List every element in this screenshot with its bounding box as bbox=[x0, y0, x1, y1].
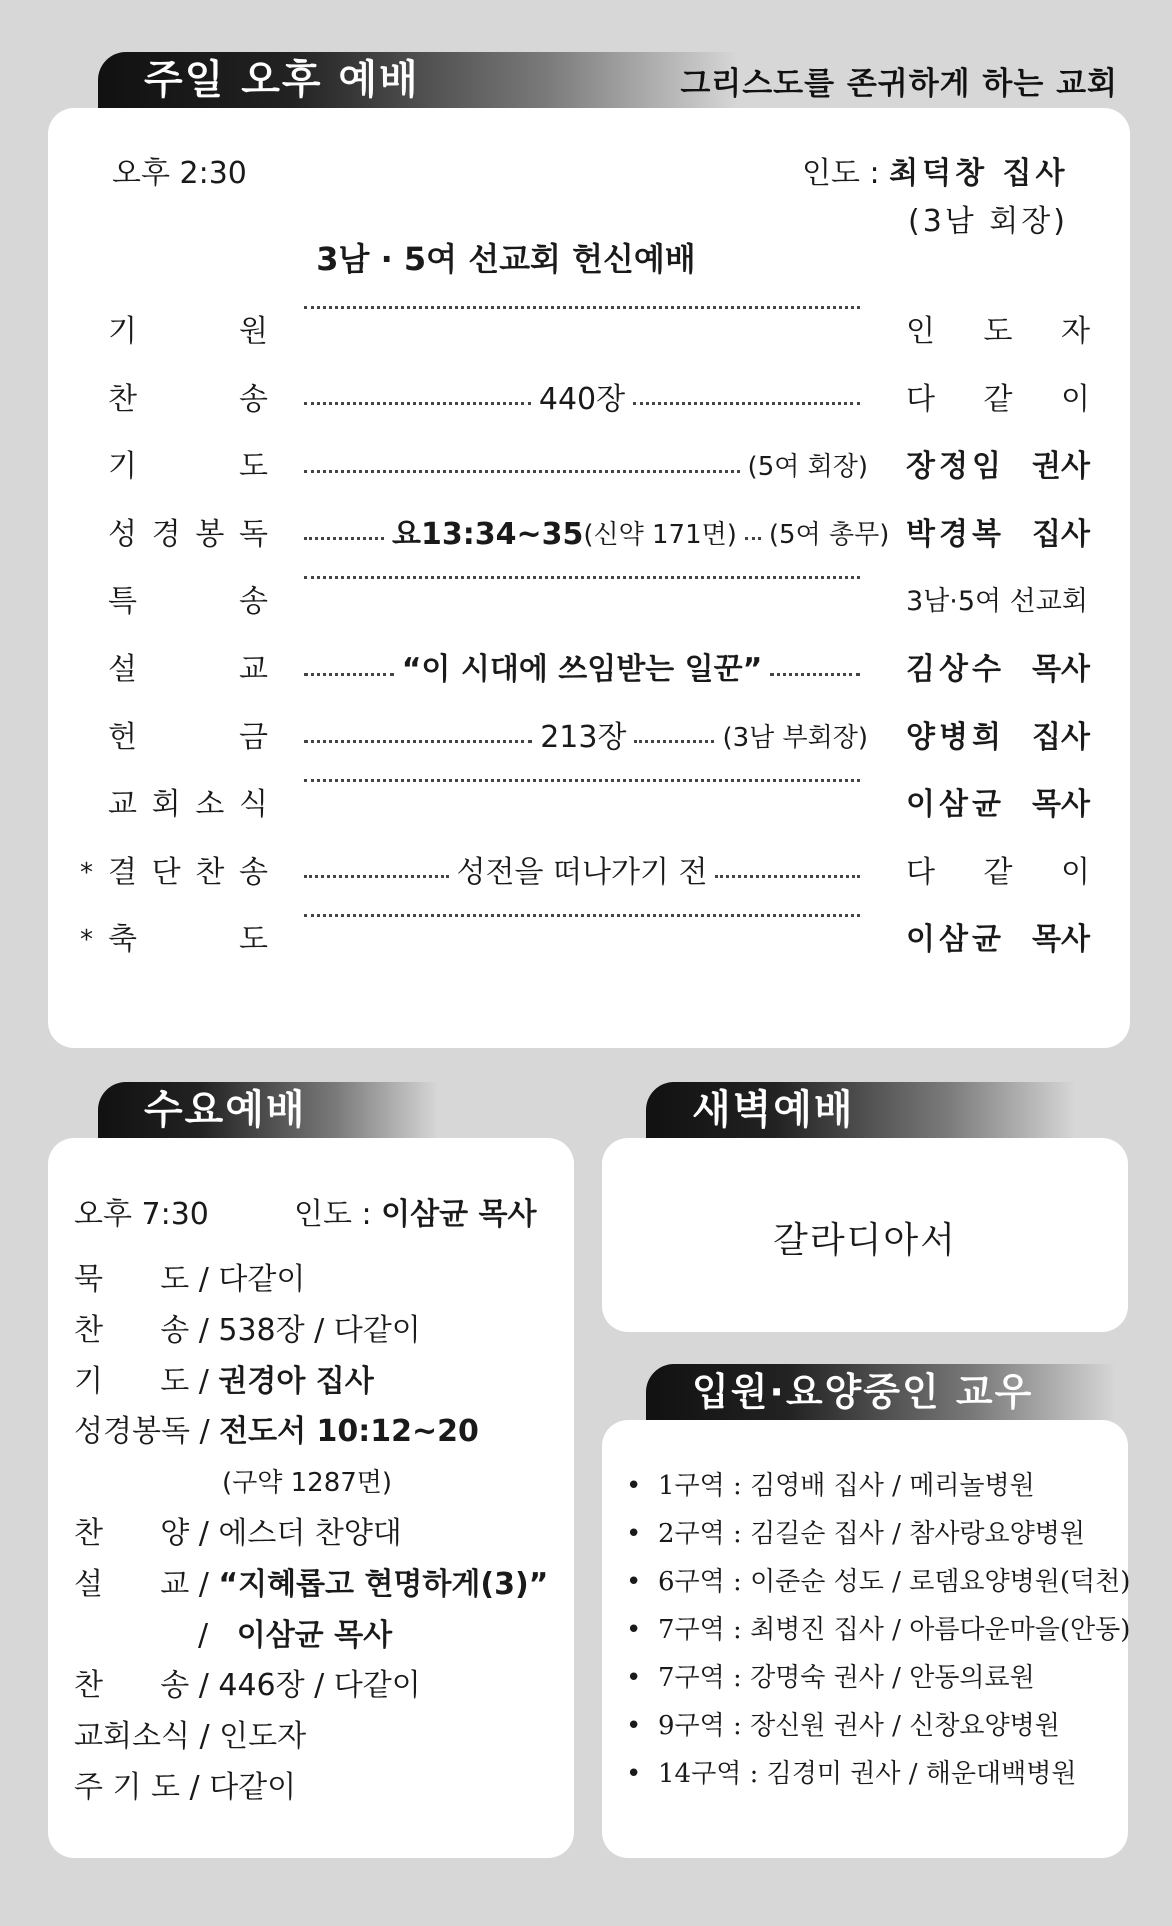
person-part: 집사 bbox=[1032, 719, 1090, 755]
wednesday-line-label: 교회소식 bbox=[74, 1719, 190, 1755]
wednesday-line-label: 기 도 bbox=[74, 1363, 190, 1399]
person-part: 목사 bbox=[1032, 787, 1090, 823]
person-part: 양병희 bbox=[906, 719, 1005, 755]
dot-leader bbox=[296, 775, 868, 778]
bullet-icon: • bbox=[626, 1615, 642, 1645]
separator: / bbox=[189, 1516, 219, 1551]
wednesday-line-label: 찬 송 bbox=[74, 1312, 190, 1348]
worship-row bbox=[0, 843, 1172, 903]
wednesday-line-label: 찬 양 bbox=[74, 1516, 190, 1551]
worship-item-label bbox=[108, 640, 268, 700]
hospital-list-item bbox=[626, 1558, 1130, 1606]
label-char: 원 bbox=[239, 314, 268, 349]
bullet-icon: • bbox=[626, 1663, 642, 1693]
worship-item-person bbox=[906, 370, 1090, 430]
wednesday-line bbox=[222, 1458, 392, 1508]
worship-row bbox=[0, 572, 1172, 632]
label-char: 도 bbox=[239, 449, 268, 485]
label-char: 축 bbox=[108, 922, 137, 958]
hospital-entry: 7구역 : 강명숙 권사 / 안동의료원 bbox=[658, 1663, 1035, 1693]
label-char: 송 bbox=[239, 854, 268, 890]
person-part: 자 bbox=[1061, 314, 1090, 349]
wednesday-section-tab bbox=[98, 1082, 438, 1138]
label-char: 특 bbox=[108, 584, 137, 620]
hospital-entry: 14구역 : 김경미 권사 / 해운대백병원 bbox=[658, 1759, 1077, 1789]
separator: / bbox=[189, 1414, 220, 1450]
wednesday-line bbox=[74, 1255, 305, 1305]
worship-item-content: 440장 bbox=[538, 381, 626, 417]
worship-item-person bbox=[906, 775, 1090, 835]
sunday-leader-name: 최덕창 집사 bbox=[889, 156, 1069, 191]
wednesday-line bbox=[74, 1661, 421, 1711]
wednesday-line-value: 446장 / 다같이 bbox=[218, 1668, 421, 1704]
worship-row bbox=[0, 910, 1172, 970]
wednesday-line-label: 찬 송 bbox=[74, 1668, 190, 1704]
bullet-icon: • bbox=[626, 1759, 642, 1789]
person-part: 김상수 bbox=[906, 652, 1005, 687]
dot-leader bbox=[296, 302, 868, 305]
wednesday-line bbox=[74, 1560, 548, 1610]
hospital-list-item bbox=[626, 1462, 1035, 1510]
label-char: 회 bbox=[151, 787, 181, 823]
hospital-entry: 7구역 : 최병진 집사 / 아름다운마을(안동) bbox=[658, 1615, 1131, 1645]
person-part: 3남·5여 선교회 bbox=[906, 586, 1088, 618]
wednesday-leader-name: 이삼균 목사 bbox=[381, 1197, 537, 1232]
label-char: 소 bbox=[195, 787, 225, 823]
worship-item-content: 213장 bbox=[540, 719, 627, 755]
wednesday-line-value: 권경아 집사 bbox=[218, 1363, 374, 1399]
wednesday-line bbox=[74, 1407, 479, 1457]
sunday-time: 오후 2:30 bbox=[112, 156, 247, 191]
wednesday-line-value: 538장 / 다같이 bbox=[218, 1312, 421, 1348]
wednesday-line-value: 전도서 10:12~20 bbox=[219, 1414, 479, 1450]
wednesday-line-value: 다같이 bbox=[209, 1770, 297, 1805]
separator: / bbox=[189, 1566, 219, 1602]
sunday-service-title: 3남 · 5여 선교회 헌신예배 bbox=[316, 240, 696, 278]
person-part: 인 bbox=[906, 314, 935, 349]
worship-item-person bbox=[906, 505, 1090, 565]
worship-item-note: (5여 회장) bbox=[747, 452, 868, 483]
person-part: 도 bbox=[983, 314, 1013, 349]
dawn-section-tab bbox=[646, 1082, 1076, 1138]
worship-item-note: (3남 부회장) bbox=[722, 722, 868, 753]
hospital-list-item bbox=[626, 1606, 1130, 1654]
person-part: 이삼균 bbox=[906, 787, 1005, 823]
sunday-section-title: 주일 오후 예배 bbox=[144, 57, 420, 103]
worship-item-label bbox=[108, 775, 268, 835]
worship-row bbox=[0, 640, 1172, 700]
label-char: 식 bbox=[239, 787, 268, 823]
bullet-icon: • bbox=[626, 1711, 642, 1741]
separator: / bbox=[198, 1617, 237, 1653]
worship-item-label bbox=[108, 370, 268, 430]
hospital-list-item bbox=[626, 1510, 1085, 1558]
person-part: 같 bbox=[983, 854, 1013, 890]
wednesday-line bbox=[74, 1509, 402, 1559]
wednesday-line-label: 성경봉독 bbox=[74, 1414, 190, 1450]
wednesday-time: 오후 7:30 bbox=[74, 1197, 209, 1232]
separator: / bbox=[189, 1262, 219, 1297]
person-part: 목사 bbox=[1032, 922, 1090, 958]
person-part: 다 bbox=[906, 854, 935, 890]
separator: / bbox=[189, 1719, 220, 1755]
hospital-list-item bbox=[626, 1702, 1060, 1750]
dot-leader bbox=[296, 640, 868, 700]
separator: / bbox=[189, 1668, 219, 1704]
worship-item-label bbox=[108, 437, 268, 497]
label-char: 교 bbox=[239, 652, 268, 687]
wednesday-line bbox=[74, 1712, 306, 1762]
separator: / bbox=[189, 1363, 219, 1399]
separator: / bbox=[189, 1312, 219, 1348]
bullet-icon: • bbox=[626, 1519, 642, 1549]
worship-item-person bbox=[906, 572, 1090, 632]
wednesday-line-value: 다같이 bbox=[218, 1262, 306, 1297]
person-part: 이 bbox=[1061, 381, 1090, 417]
wednesday-line bbox=[198, 1611, 392, 1661]
sunday-leader-prefix: 인도 : bbox=[802, 156, 890, 191]
label-char: 찬 bbox=[108, 381, 137, 417]
person-part: 목사 bbox=[1032, 652, 1090, 687]
worship-item-note: (5여 총무) bbox=[768, 519, 890, 550]
worship-item-content: “이 시대에 쓰임받는 일꾼” bbox=[401, 652, 763, 687]
person-part: 박경복 bbox=[906, 516, 1005, 552]
standing-mark: * bbox=[80, 857, 93, 888]
person-part: 같 bbox=[983, 381, 1013, 417]
label-char: 결 bbox=[108, 854, 137, 890]
wednesday-line-label: 설 교 bbox=[74, 1566, 190, 1602]
worship-row bbox=[0, 437, 1172, 497]
label-char: 헌 bbox=[108, 719, 137, 755]
worship-item-person bbox=[906, 302, 1090, 362]
label-char: 독 bbox=[239, 516, 268, 552]
label-char: 찬 bbox=[195, 854, 225, 890]
worship-item-label bbox=[108, 843, 268, 903]
label-char: 송 bbox=[239, 584, 268, 620]
separator: / bbox=[180, 1770, 210, 1805]
sunday-section-tab bbox=[98, 52, 738, 108]
worship-item-person bbox=[906, 640, 1090, 700]
label-char: 단 bbox=[151, 854, 181, 890]
wednesday-line bbox=[74, 1763, 296, 1813]
hospital-section-title: 입원·요양중인 교우 bbox=[692, 1370, 1034, 1414]
label-char: 기 bbox=[108, 449, 137, 485]
label-char: 도 bbox=[239, 922, 268, 958]
label-char: 설 bbox=[108, 652, 137, 687]
wednesday-line bbox=[74, 1306, 421, 1356]
worship-item-label bbox=[108, 572, 268, 632]
label-char: 봉 bbox=[195, 516, 225, 552]
wednesday-line-value: “지혜롭고 현명하게(3)” bbox=[218, 1566, 549, 1602]
bullet-icon: • bbox=[626, 1567, 642, 1597]
wednesday-line-value: 에스더 찬양대 bbox=[218, 1516, 402, 1551]
worship-row bbox=[0, 505, 1172, 565]
worship-item-page: (신약 171면) bbox=[583, 519, 737, 550]
hospital-entry: 2구역 : 김길순 집사 / 참사랑요양병원 bbox=[658, 1519, 1086, 1549]
worship-row bbox=[0, 370, 1172, 430]
wednesday-line bbox=[74, 1357, 374, 1407]
hospital-entry: 6구역 : 이준순 성도 / 로뎀요양병원(덕천) bbox=[658, 1567, 1131, 1597]
label-char: 금 bbox=[239, 719, 268, 755]
worship-item-label bbox=[108, 708, 268, 768]
label-char: 성 bbox=[108, 516, 137, 552]
hospital-entry: 1구역 : 김영배 집사 / 메리놀병원 bbox=[658, 1471, 1035, 1501]
dot-leader bbox=[296, 572, 868, 575]
worship-item-content: 요13:34~35 bbox=[392, 516, 584, 552]
dot-leader bbox=[296, 437, 868, 497]
person-part: 장정임 bbox=[906, 449, 1005, 485]
wednesday-line-label: 주 기 도 bbox=[74, 1770, 181, 1805]
wednesday-section-title: 수요예배 bbox=[144, 1087, 307, 1133]
person-part: 이삼균 bbox=[906, 922, 1005, 958]
worship-item-content: 성전을 떠나가기 전 bbox=[456, 854, 708, 890]
sunday-leader-role: (3남 회장) bbox=[908, 204, 1068, 239]
person-part: 이 bbox=[1061, 854, 1090, 890]
wednesday-line-value: (구약 1287면) bbox=[222, 1468, 393, 1499]
worship-item-person bbox=[906, 843, 1090, 903]
dot-leader bbox=[296, 910, 868, 913]
worship-item-person bbox=[906, 910, 1090, 970]
wednesday-leader-prefix: 인도 : bbox=[293, 1197, 382, 1232]
worship-row bbox=[0, 775, 1172, 835]
worship-row bbox=[0, 302, 1172, 362]
worship-item-label bbox=[108, 910, 268, 970]
hospital-entry: 9구역 : 장신원 권사 / 신창요양병원 bbox=[658, 1711, 1060, 1741]
label-char: 교 bbox=[108, 787, 137, 823]
dot-leader bbox=[296, 708, 868, 768]
hospital-list-item bbox=[626, 1750, 1076, 1798]
wednesday-line-label: 묵 도 bbox=[74, 1262, 190, 1297]
wednesday-line-value: 인도자 bbox=[219, 1719, 307, 1755]
dot-leader bbox=[296, 370, 868, 430]
dawn-scripture: 갈라디아서 bbox=[773, 1220, 957, 1261]
dot-leader bbox=[296, 505, 890, 565]
hospital-list-item bbox=[626, 1654, 1035, 1702]
worship-item-label bbox=[108, 302, 268, 362]
label-char: 기 bbox=[108, 314, 137, 349]
worship-item-person bbox=[906, 708, 1090, 768]
worship-item-person bbox=[906, 437, 1090, 497]
worship-row bbox=[0, 708, 1172, 768]
person-part: 집사 bbox=[1032, 516, 1090, 552]
bullet-icon: • bbox=[626, 1471, 642, 1501]
person-part: 다 bbox=[906, 381, 935, 417]
dot-leader bbox=[296, 843, 868, 903]
sunday-leader bbox=[802, 148, 1069, 192]
label-char: 송 bbox=[239, 381, 268, 417]
wednesday-header bbox=[74, 1190, 536, 1240]
dawn-section-title: 새벽예배 bbox=[692, 1087, 855, 1133]
worship-item-label bbox=[108, 505, 268, 565]
person-part: 권사 bbox=[1032, 449, 1090, 485]
standing-mark: * bbox=[80, 925, 93, 956]
church-motto: 그리스도를 존귀하게 하는 교회 bbox=[680, 66, 1118, 102]
hospital-section-tab bbox=[646, 1364, 1116, 1420]
wednesday-line-value: 이삼균 목사 bbox=[236, 1617, 393, 1653]
label-char: 경 bbox=[151, 516, 181, 552]
